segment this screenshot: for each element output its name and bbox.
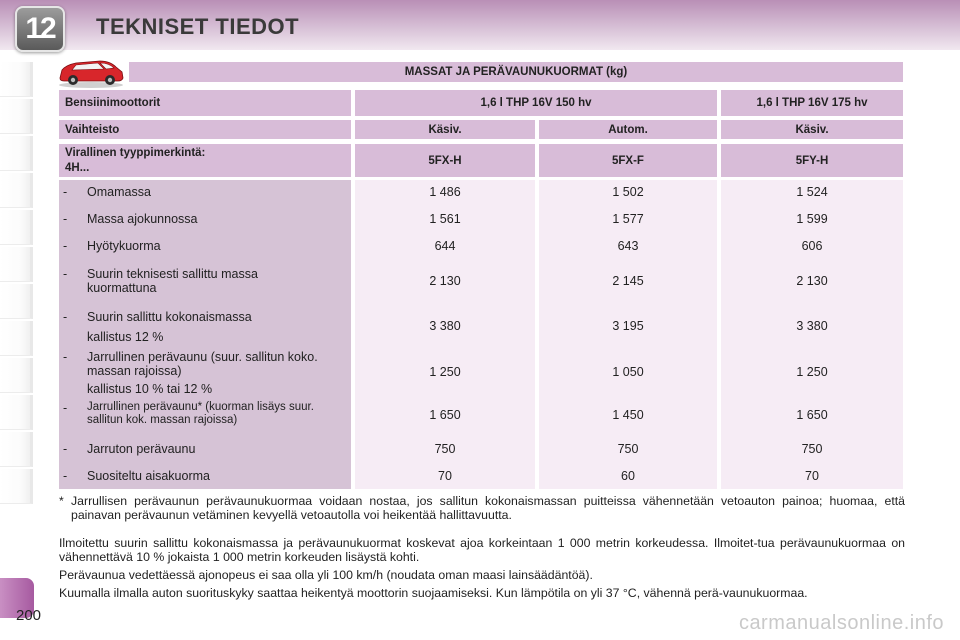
watermark: carmanualsonline.info xyxy=(738,612,944,634)
row-value: 70 xyxy=(805,469,819,483)
row-value: 3 380 xyxy=(796,319,828,333)
engine-2-header: 1,6 l THP 16V 175 hv xyxy=(721,90,903,116)
chapter-tab[interactable] xyxy=(0,247,33,282)
row-value: 2 130 xyxy=(429,274,461,288)
row-dash: - xyxy=(63,469,68,483)
chapter-tab[interactable] xyxy=(0,321,33,356)
paragraph: Perävaunua vedettäessä ajonopeus ei saa olla yli 100 km/h (noudata oman maasi lainsäädäntöä). xyxy=(59,568,593,582)
row-dash: - xyxy=(63,185,68,199)
footnote-text: Jarrullisen perävaunun perävaunukuormaa voidaan nostaa, jos sallitun kokonaismassan puitteissa vähennetään vetoauton painoa; huomaa, että painavan perävaunun vetäminen kevyellä vetoautolla voi heikentää hallittavuutta. xyxy=(71,494,905,522)
chapter-tab[interactable] xyxy=(0,136,33,171)
engine-row xyxy=(59,90,903,116)
chapter-tab[interactable] xyxy=(0,395,33,430)
row-value: 750 xyxy=(434,442,456,456)
row-dash: - xyxy=(63,267,68,281)
footnote xyxy=(59,494,905,522)
chapter-tab[interactable] xyxy=(0,284,33,319)
gearbox-row xyxy=(59,120,903,139)
row-value: 60 xyxy=(621,469,635,483)
type-code: 5FY-H xyxy=(721,144,903,177)
row-label xyxy=(87,350,337,396)
row-label: Massa ajokunnossa xyxy=(87,212,198,226)
chapter-tabs xyxy=(0,62,40,506)
gearbox-row-label: Vaihteisto xyxy=(59,120,351,139)
row-dash: - xyxy=(63,350,68,364)
type-row xyxy=(59,144,903,177)
gearbox-value: Autom. xyxy=(539,120,717,139)
row-label xyxy=(87,310,347,344)
type-row-label xyxy=(59,144,351,177)
row-dash: - xyxy=(63,212,68,226)
notes-section xyxy=(59,494,905,600)
row-dash: - xyxy=(63,310,68,324)
row-label: Jarrullinen perävaunu* (kuorman lisäys suur. sallitun kok. massan rajoissa) xyxy=(87,401,314,426)
row-value: 1 650 xyxy=(429,408,461,422)
row-value: 1 486 xyxy=(429,185,461,199)
row-value: 3 380 xyxy=(429,319,461,333)
chapter-tab[interactable] xyxy=(0,173,33,208)
chapter-tab[interactable] xyxy=(0,358,33,393)
row-value: 644 xyxy=(434,239,456,253)
car-icon xyxy=(56,56,126,88)
row-value: 1 502 xyxy=(612,185,644,199)
row-value: 1 450 xyxy=(612,408,644,422)
row-label: Hyötykuorma xyxy=(87,239,161,253)
row-value: 1 599 xyxy=(796,212,828,226)
row-value: 1 650 xyxy=(796,408,828,422)
row-value: 1 250 xyxy=(429,365,461,379)
paragraph: Kuumalla ilmalla auton suorituskyky saattaa heikentyä moottorin suojaamiseksi. Kun lämpötila on yli 37 °C, vähennä perä-vaunukuormaa. xyxy=(59,586,808,600)
page-title: TEKNISET TIEDOT xyxy=(96,14,300,39)
gearbox-value: Käsiv. xyxy=(355,120,535,139)
row-value: 1 524 xyxy=(796,185,828,199)
row-value: 70 xyxy=(438,469,452,483)
row-label-sub: kallistus 10 % tai 12 % xyxy=(87,382,213,396)
row-label: Jarruton perävaunu xyxy=(87,442,196,456)
row-value: 606 xyxy=(801,239,823,253)
row-value: 1 050 xyxy=(612,365,644,379)
row-dash: - xyxy=(63,401,68,415)
row-value: 2 145 xyxy=(612,274,644,288)
row-label: Suositeltu aisakuorma xyxy=(87,469,210,483)
footnote-star: * xyxy=(59,494,64,508)
table-title: MASSAT JA PERÄVAUNUKUORMAT (kg) xyxy=(129,62,903,82)
chapter-tab[interactable] xyxy=(0,99,33,134)
gearbox-value: Käsiv. xyxy=(721,120,903,139)
chapter-tab[interactable] xyxy=(0,432,33,467)
engine-row-label: Bensiinimoottorit xyxy=(59,90,351,116)
row-value: 750 xyxy=(617,442,639,456)
type-row-label-line1: Virallinen tyyppimerkintä: xyxy=(65,146,206,159)
row-value: 750 xyxy=(801,442,823,456)
type-code: 5FX-H xyxy=(355,144,535,177)
chapter-badge: 12 xyxy=(15,6,65,52)
page-number: 200 xyxy=(16,607,42,624)
row-label: Omamassa xyxy=(87,185,151,199)
row-value: 2 130 xyxy=(796,274,828,288)
chapter-tab[interactable] xyxy=(0,62,33,97)
row-label-sub: kallistus 12 % xyxy=(87,330,164,344)
chapter-tab[interactable] xyxy=(0,469,33,504)
row-value: 1 577 xyxy=(612,212,644,226)
row-value: 3 195 xyxy=(612,319,644,333)
row-value: 1 561 xyxy=(429,212,461,226)
row-value: 643 xyxy=(617,239,639,253)
row-label-main: Suurin sallittu kokonaismassa xyxy=(87,310,252,324)
type-code: 5FX-F xyxy=(539,144,717,177)
row-label: Suurin teknisesti sallittu massa kuormattuna xyxy=(87,267,258,295)
row-label-main: Jarrullinen perävaunu (suur. sallitun koko. massan rajoissa) xyxy=(87,350,318,378)
type-row-label-line2: 4H... xyxy=(65,161,90,174)
paragraph: Ilmoitettu suurin sallittu kokonaismassa ja perävaunukuormat koskevat ajoa korkeintaan 1 000 metrin korkeudessa. Ilmoitet-tua perävaunukuormaa on vähennettävä 10 % jokaista 1 000 metrin korkeuden lisäystä kohti. xyxy=(59,536,905,564)
row-dash: - xyxy=(63,442,68,456)
row-value: 1 250 xyxy=(796,365,828,379)
chapter-tab[interactable] xyxy=(0,210,33,245)
row-dash: - xyxy=(63,239,68,253)
engine-1-header: 1,6 l THP 16V 150 hv xyxy=(355,90,717,116)
